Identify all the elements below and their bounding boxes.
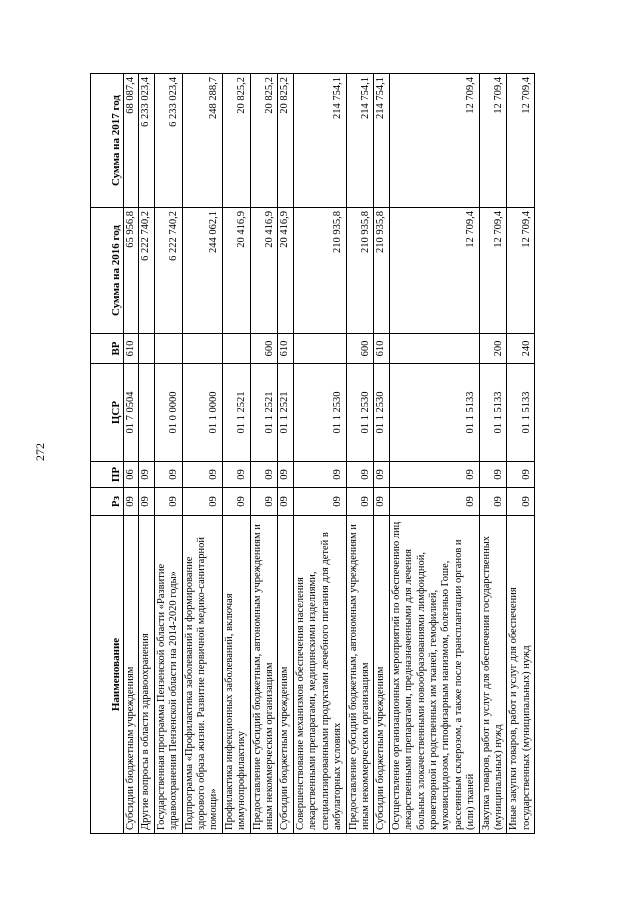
- row-vr: 610: [374, 334, 389, 364]
- table-row: [389, 74, 479, 834]
- row-csr: 01 1 0000: [182, 364, 222, 462]
- row-sum-2017: 6 233 023,4: [139, 74, 154, 208]
- row-pr: 09: [374, 462, 389, 488]
- row-sum-2016: 20 416,9: [250, 208, 278, 334]
- table-row: [250, 74, 278, 834]
- row-name: Профилактика инфекционных заболеваний, включая иммунопрофилактику: [222, 516, 250, 834]
- row-sum-2016: 210 935,8: [374, 208, 389, 334]
- row-rz: 09: [346, 488, 374, 516]
- row-sum-2017: 12 709,4: [507, 74, 535, 208]
- row-name: Другие вопросы в области здравоохранения: [139, 516, 154, 834]
- row-name: Осуществление организационных мероприятий по обеспечению лиц лекарственными препаратами, предназначенными для лечения больных злокачественными новообразованиями лимфоидной, кроветворной и родственных им тканей, гемофилией, муковисцидозом, гипофизарным нанизмом, болезнью Гоше, рассеянным склерозом, а также после трансплантации органов и (или) тканей: [389, 516, 479, 834]
- table-row: [222, 74, 250, 834]
- row-vr: [222, 334, 250, 364]
- row-csr: 01 1 5133: [479, 364, 507, 462]
- header-rz: Рз: [91, 488, 124, 516]
- row-sum-2016: 244 062,1: [182, 208, 222, 334]
- row-rz: 09: [250, 488, 278, 516]
- row-rz: 09: [374, 488, 389, 516]
- table-row: [479, 74, 507, 834]
- row-vr: 200: [479, 334, 507, 364]
- row-vr: [389, 334, 479, 364]
- row-rz: 09: [389, 488, 479, 516]
- row-pr: 09: [293, 462, 346, 488]
- row-sum-2017: 6 233 023,4: [154, 74, 182, 208]
- header-csr: ЦСР: [91, 364, 124, 462]
- row-rz: 09: [139, 488, 154, 516]
- row-sum-2016: 12 709,4: [479, 208, 507, 334]
- row-name: Субсидии бюджетным учреждениям: [124, 516, 139, 834]
- table-row: [293, 74, 346, 834]
- row-csr: 01 7 0504: [124, 364, 139, 462]
- row-vr: 240: [507, 334, 535, 364]
- table-row: [182, 74, 222, 834]
- row-sum-2017: 12 709,4: [389, 74, 479, 208]
- row-rz: 09: [222, 488, 250, 516]
- row-pr: 09: [139, 462, 154, 488]
- budget-table-rotated: [90, 74, 590, 834]
- row-rz: 09: [154, 488, 182, 516]
- row-rz: 09: [293, 488, 346, 516]
- table-row: [124, 74, 139, 834]
- row-csr: 01 1 2530: [346, 364, 374, 462]
- row-sum-2017: 20 825,2: [250, 74, 278, 208]
- page-number: 272: [33, 443, 47, 461]
- row-pr: 09: [479, 462, 507, 488]
- row-sum-2017: 20 825,2: [222, 74, 250, 208]
- row-sum-2017: 68 087,4: [124, 74, 139, 208]
- row-vr: [139, 334, 154, 364]
- row-name: Субсидии бюджетным учреждениям: [374, 516, 389, 834]
- row-vr: 600: [346, 334, 374, 364]
- row-name: Совершенствование механизмов обеспечения населения лекарственными препаратами, медицинскими изделиями, специализированными продуктами лечебного питания для детей в амбулаторных условиях: [293, 516, 346, 834]
- row-csr: [139, 364, 154, 462]
- row-sum-2017: 248 288,7: [182, 74, 222, 208]
- row-rz: 09: [278, 488, 293, 516]
- row-name: Субсидии бюджетным учреждениям: [278, 516, 293, 834]
- row-rz: 09: [124, 488, 139, 516]
- row-csr: 01 1 5133: [507, 364, 535, 462]
- row-csr: 01 1 2530: [374, 364, 389, 462]
- row-name: Государственная программа Пензенской области «Развитие здравоохранения Пензенской области на 2014-2020 годы»: [154, 516, 182, 834]
- row-pr: 09: [346, 462, 374, 488]
- row-name: Подпрограмма «Профилактика заболеваний и формирование здорового образа жизни. Развитие первичной медико-санитарной помощи»: [182, 516, 222, 834]
- row-csr: 01 1 2521: [250, 364, 278, 462]
- row-sum-2017: 214 754,1: [346, 74, 374, 208]
- row-sum-2016: 20 416,9: [278, 208, 293, 334]
- table-row: [154, 74, 182, 834]
- row-name: Иные закупки товаров, работ и услуг для обеспечения государственных (муниципальных) нужд: [507, 516, 535, 834]
- row-vr: 610: [278, 334, 293, 364]
- row-rz: 09: [182, 488, 222, 516]
- row-sum-2017: 214 754,1: [374, 74, 389, 208]
- header-vr: ВР: [91, 334, 124, 364]
- header-name: Наименование: [91, 516, 124, 834]
- row-csr: 01 0 0000: [154, 364, 182, 462]
- row-csr: 01 1 2530: [293, 364, 346, 462]
- table-body: [124, 74, 535, 834]
- table-row: [139, 74, 154, 834]
- row-sum-2016: 20 416,9: [222, 208, 250, 334]
- header-sum-2017: Сумма на 2017 год: [91, 74, 124, 208]
- row-csr: 01 1 5133: [389, 364, 479, 462]
- header-sum-2016: Сумма на 2016 год: [91, 208, 124, 334]
- table-row: [507, 74, 535, 834]
- row-sum-2016: 6 222 740,2: [154, 208, 182, 334]
- row-pr: 09: [278, 462, 293, 488]
- row-vr: [182, 334, 222, 364]
- row-vr: 610: [124, 334, 139, 364]
- row-pr: 09: [389, 462, 479, 488]
- table-row: [278, 74, 293, 834]
- table-row: [374, 74, 389, 834]
- header-pr: ПР: [91, 462, 124, 488]
- row-sum-2017: 12 709,4: [479, 74, 507, 208]
- row-rz: 09: [507, 488, 535, 516]
- row-pr: 09: [222, 462, 250, 488]
- row-pr: 09: [507, 462, 535, 488]
- row-sum-2017: 214 754,1: [293, 74, 346, 208]
- budget-table-container: [90, 74, 590, 834]
- row-rz: 09: [479, 488, 507, 516]
- row-sum-2016: 12 709,4: [389, 208, 479, 334]
- row-pr: 09: [250, 462, 278, 488]
- row-vr: 600: [250, 334, 278, 364]
- row-name: Предоставление субсидий бюджетным, автономным учреждениям и иным некоммерческим организациям: [250, 516, 278, 834]
- row-sum-2016: 6 222 740,2: [139, 208, 154, 334]
- table-row: [346, 74, 374, 834]
- row-name: Предоставление субсидий бюджетным, автономным учреждениям и иным некоммерческим организациям: [346, 516, 374, 834]
- row-sum-2016: 210 935,8: [293, 208, 346, 334]
- table-header-row: [91, 74, 124, 834]
- row-csr: 01 1 2521: [222, 364, 250, 462]
- row-sum-2017: 20 825,2: [278, 74, 293, 208]
- row-pr: 09: [182, 462, 222, 488]
- row-name: Закупка товаров, работ и услуг для обеспечения государственных (муниципальных) нужд: [479, 516, 507, 834]
- budget-table: [90, 73, 535, 834]
- row-vr: [293, 334, 346, 364]
- row-pr: 09: [154, 462, 182, 488]
- row-pr: 06: [124, 462, 139, 488]
- row-sum-2016: 65 956,8: [124, 208, 139, 334]
- row-sum-2016: 12 709,4: [507, 208, 535, 334]
- row-sum-2016: 210 935,8: [346, 208, 374, 334]
- row-vr: [154, 334, 182, 364]
- row-csr: 01 1 2521: [278, 364, 293, 462]
